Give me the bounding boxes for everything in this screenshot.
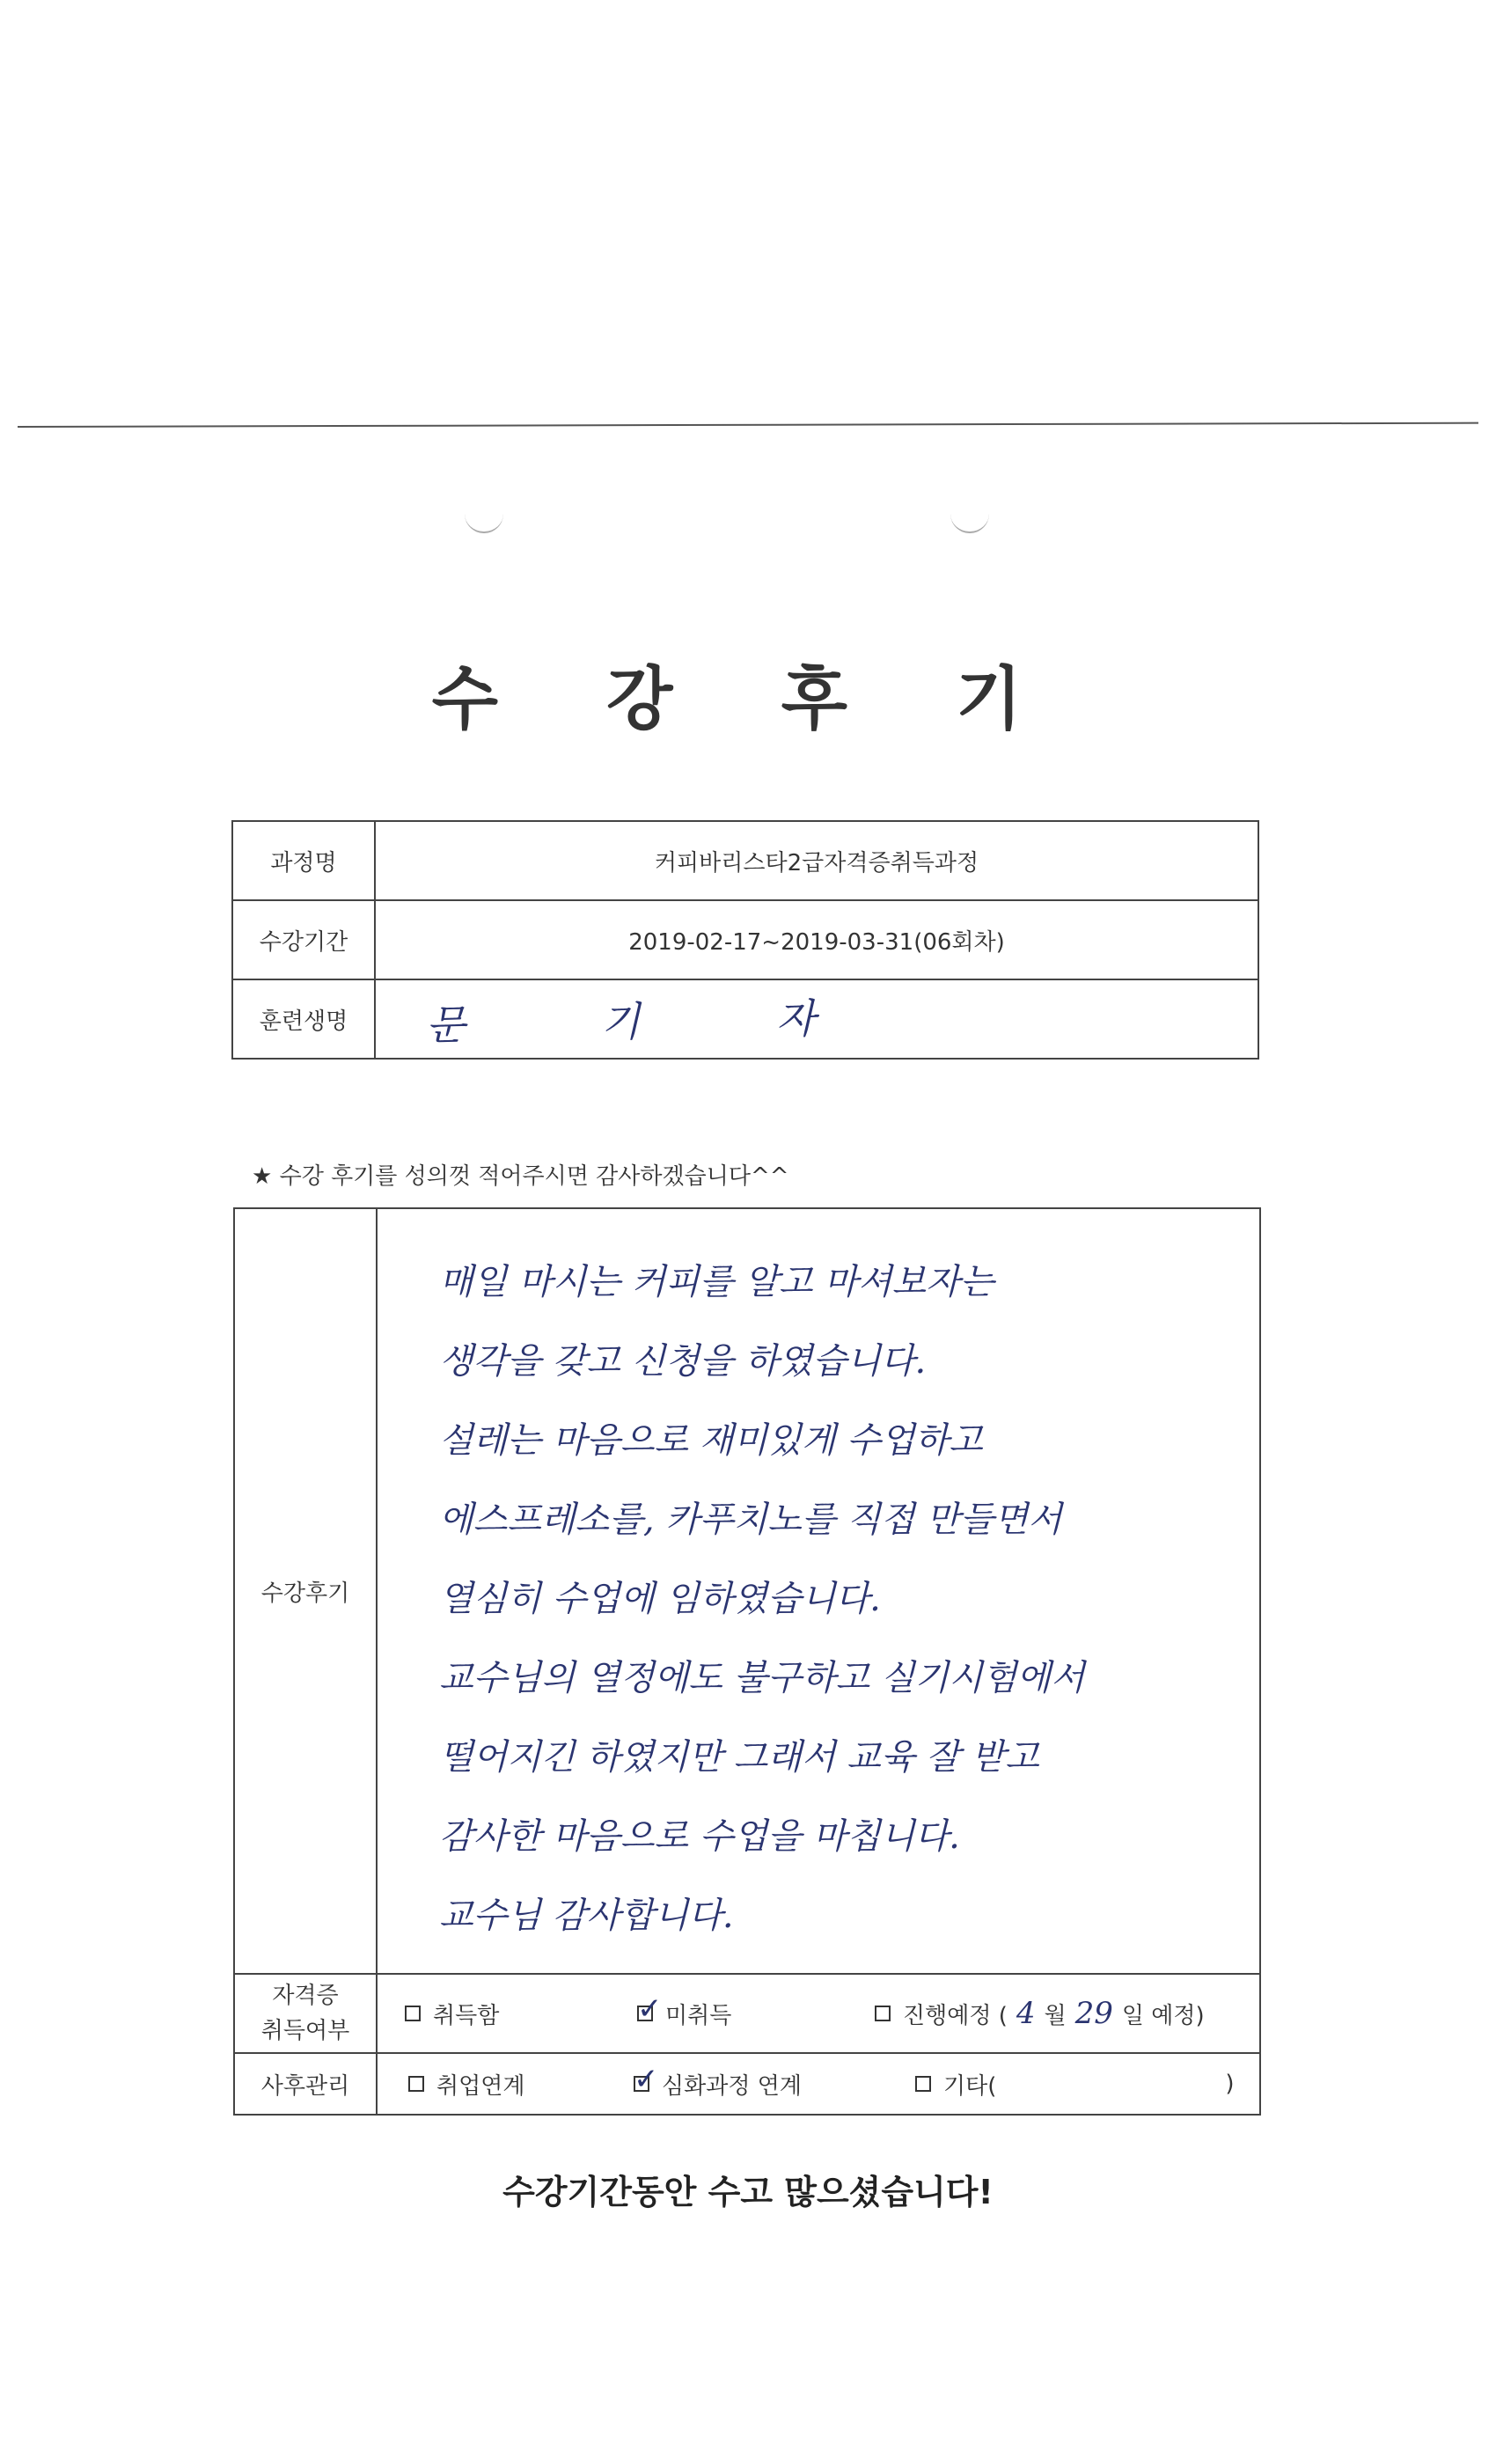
course-row xyxy=(232,821,1258,900)
period-label: 수강기간 xyxy=(232,900,375,979)
check-mark-icon: ✓ xyxy=(637,1991,663,2027)
cert-option-obtained-label: 취득함 xyxy=(433,2002,500,2029)
trainee-row xyxy=(232,979,1258,1059)
period-row xyxy=(232,900,1258,979)
aftercare-row xyxy=(234,2053,1260,2115)
checkbox-icon[interactable] xyxy=(637,1991,663,2027)
month-label: 월 xyxy=(1044,2002,1067,2029)
checkbox-icon[interactable] xyxy=(405,2006,421,2021)
scheduled-month-handwritten: 4 xyxy=(1016,1996,1036,2031)
cert-options xyxy=(377,1974,1260,2053)
review-label: 수강후기 xyxy=(234,1208,377,1974)
course-value: 커피바리스타2급자격증취득과정 xyxy=(375,821,1258,900)
cert-label xyxy=(234,1974,377,2053)
review-line: 교수님 감사합니다. xyxy=(439,1896,734,1936)
course-info-table xyxy=(231,820,1259,1060)
review-line: 열심히 수업에 임하였습니다. xyxy=(439,1579,881,1619)
aftercare-label: 사후관리 xyxy=(234,2053,377,2115)
day-suffix-label: 일 예정) xyxy=(1121,2002,1205,2029)
cert-row xyxy=(234,1974,1260,2053)
period-value: 2019-02-17~2019-03-31(06회차) xyxy=(375,900,1258,979)
review-row xyxy=(234,1208,1260,1974)
checkbox-icon[interactable] xyxy=(875,2006,891,2021)
review-line: 생각을 갖고 신청을 하였습니다. xyxy=(439,1341,927,1382)
page-title: 수 강 후 기 xyxy=(431,660,1065,739)
punch-hole-mark xyxy=(465,510,503,533)
checkbox-icon[interactable] xyxy=(634,2062,659,2097)
aftercare-option-advanced[interactable] xyxy=(634,2062,915,2101)
checkbox-icon[interactable] xyxy=(408,2076,424,2092)
check-mark-icon: ✓ xyxy=(634,2062,659,2097)
closing-message: 수강기간동안 수고 많으셨습니다! xyxy=(502,2173,994,2211)
review-line: 에스프레소를, 카푸치노를 직접 만들면서 xyxy=(439,1500,1062,1540)
aftercare-other-close: ) xyxy=(1225,2071,1235,2097)
cert-option-not-obtained[interactable] xyxy=(637,1991,875,2030)
aftercare-option-advanced-label: 심화과정 연계 xyxy=(662,2072,802,2100)
review-table xyxy=(233,1207,1261,2116)
cert-option-scheduled[interactable] xyxy=(875,1996,1205,2031)
review-line: 교수님의 열정에도 불구하고 실기시험에서 xyxy=(439,1658,1085,1698)
review-line: 설레는 마음으로 재미있게 수업하고 xyxy=(439,1420,983,1461)
checkbox-icon[interactable] xyxy=(915,2076,931,2092)
cert-label-line1: 자격증 xyxy=(272,1983,339,2009)
review-line: 감사한 마음으로 수업을 마칩니다. xyxy=(439,1816,960,1857)
cert-label-line2: 취득여부 xyxy=(260,2018,350,2044)
review-line: 떨어지긴 하였지만 그래서 교육 잘 받고 xyxy=(439,1737,1039,1778)
aftercare-option-other-label: 기타( xyxy=(943,2072,997,2100)
trainee-value-cell xyxy=(375,979,1258,1059)
scan-edge-line xyxy=(18,422,1478,428)
cert-option-obtained[interactable] xyxy=(405,1998,637,2030)
trainee-label: 훈련생명 xyxy=(232,979,375,1059)
cert-option-not-obtained-label: 미취득 xyxy=(665,2002,732,2029)
review-line: 매일 마시는 커피를 알고 마셔보자는 xyxy=(439,1262,994,1302)
cert-option-scheduled-label: 진행예정 ( xyxy=(903,2002,1008,2029)
review-body xyxy=(377,1208,1260,1974)
scheduled-day-handwritten: 29 xyxy=(1074,1996,1113,2031)
aftercare-option-other[interactable] xyxy=(915,2068,1235,2101)
aftercare-option-job[interactable] xyxy=(408,2068,634,2101)
trainee-name-handwritten: 문 기 자 xyxy=(425,994,878,1049)
course-label: 과정명 xyxy=(232,821,375,900)
punch-hole-mark xyxy=(950,510,989,533)
notice-text: ★ 수강 후기를 성의껏 적어주시면 감사하겠습니다^^ xyxy=(252,1163,789,1190)
aftercare-options xyxy=(377,2053,1260,2115)
aftercare-option-job-label: 취업연계 xyxy=(436,2072,525,2100)
